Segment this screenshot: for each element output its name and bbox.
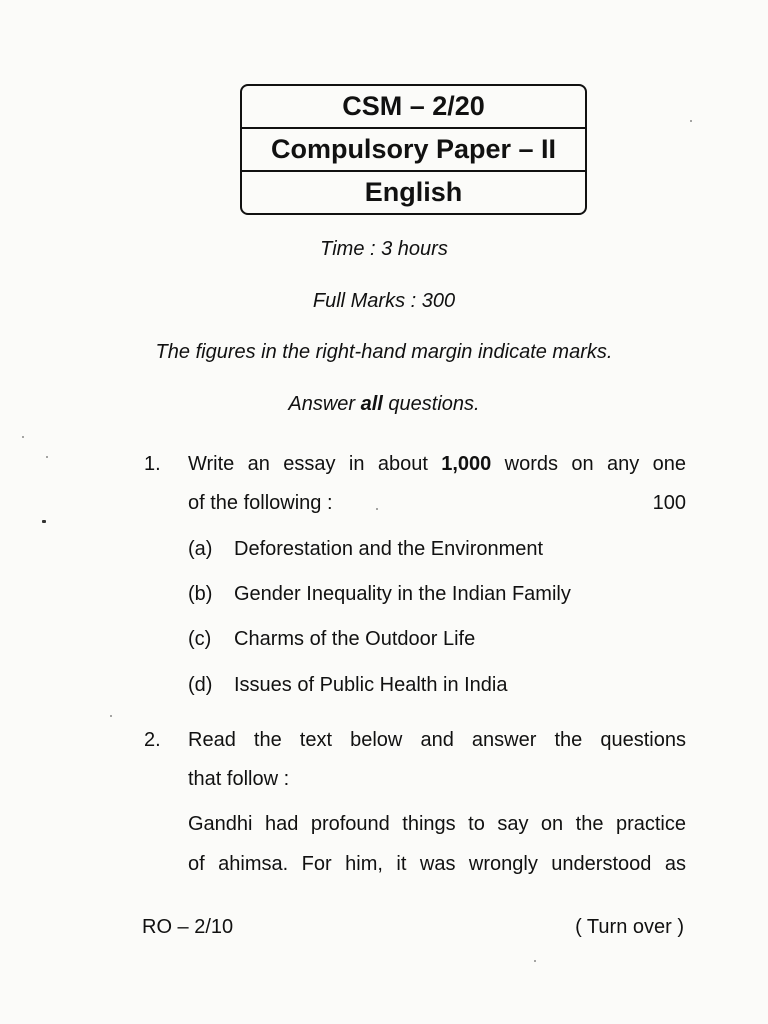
answer-bold: all [360, 393, 383, 415]
option-text: Charms of the Outdoor Life [234, 628, 476, 650]
scan-speck [46, 456, 48, 458]
option-label: (b) [188, 583, 213, 605]
option-text: Issues of Public Health in India [234, 674, 508, 696]
paper-name: Compulsory Paper – II [242, 127, 585, 170]
option-label: (d) [188, 674, 213, 696]
q1-text-b: words on any one [491, 453, 686, 475]
margin-note: The figures in the right-hand margin indicate marks. [155, 341, 613, 363]
option-b [188, 583, 571, 606]
scan-speck [376, 508, 378, 510]
question-1-line-1 [188, 453, 686, 476]
scan-speck [690, 120, 692, 122]
time-info: Time : 3 hours [320, 238, 448, 260]
scan-speck [110, 715, 112, 717]
answer-suffix: questions. [382, 393, 480, 415]
answer-prefix: Answer [288, 393, 361, 415]
footer-code: RO – 2/10 [142, 916, 234, 938]
turn-over-note: ( Turn over ) [575, 916, 684, 938]
option-text: Deforestation and the Environment [234, 538, 544, 560]
question-1-line-2: of the following : [188, 492, 333, 514]
option-label: (c) [188, 628, 212, 650]
option-d [188, 674, 508, 697]
answer-instruction [0, 393, 768, 416]
passage-line-1: Gandhi had profound things to say on the practice [188, 813, 686, 835]
scan-speck [42, 520, 46, 523]
question-1-marks: 100 [652, 492, 686, 514]
question-2-line-2: that follow : [188, 768, 290, 790]
option-text: Gender Inequality in the Indian Family [234, 583, 571, 605]
paper-subject: English [242, 170, 585, 213]
passage-line-2: of ahimsa. For him, it was wrongly understood as [188, 853, 686, 875]
full-marks-info: Full Marks : 300 [312, 290, 456, 312]
option-c [188, 628, 475, 651]
question-2-number: 2. [144, 729, 161, 751]
q1-text-a: Write an essay in about [188, 453, 442, 475]
scan-speck [534, 960, 536, 962]
option-a [188, 538, 543, 561]
paper-code: CSM – 2/20 [342, 91, 485, 121]
question-1-number: 1. [144, 453, 161, 475]
title-box [240, 84, 587, 215]
q1-word-count: 1,000 [441, 453, 492, 475]
question-2-line-1: Read the text below and answer the questions [188, 729, 686, 751]
scan-speck [22, 436, 24, 438]
option-label: (a) [188, 538, 213, 560]
